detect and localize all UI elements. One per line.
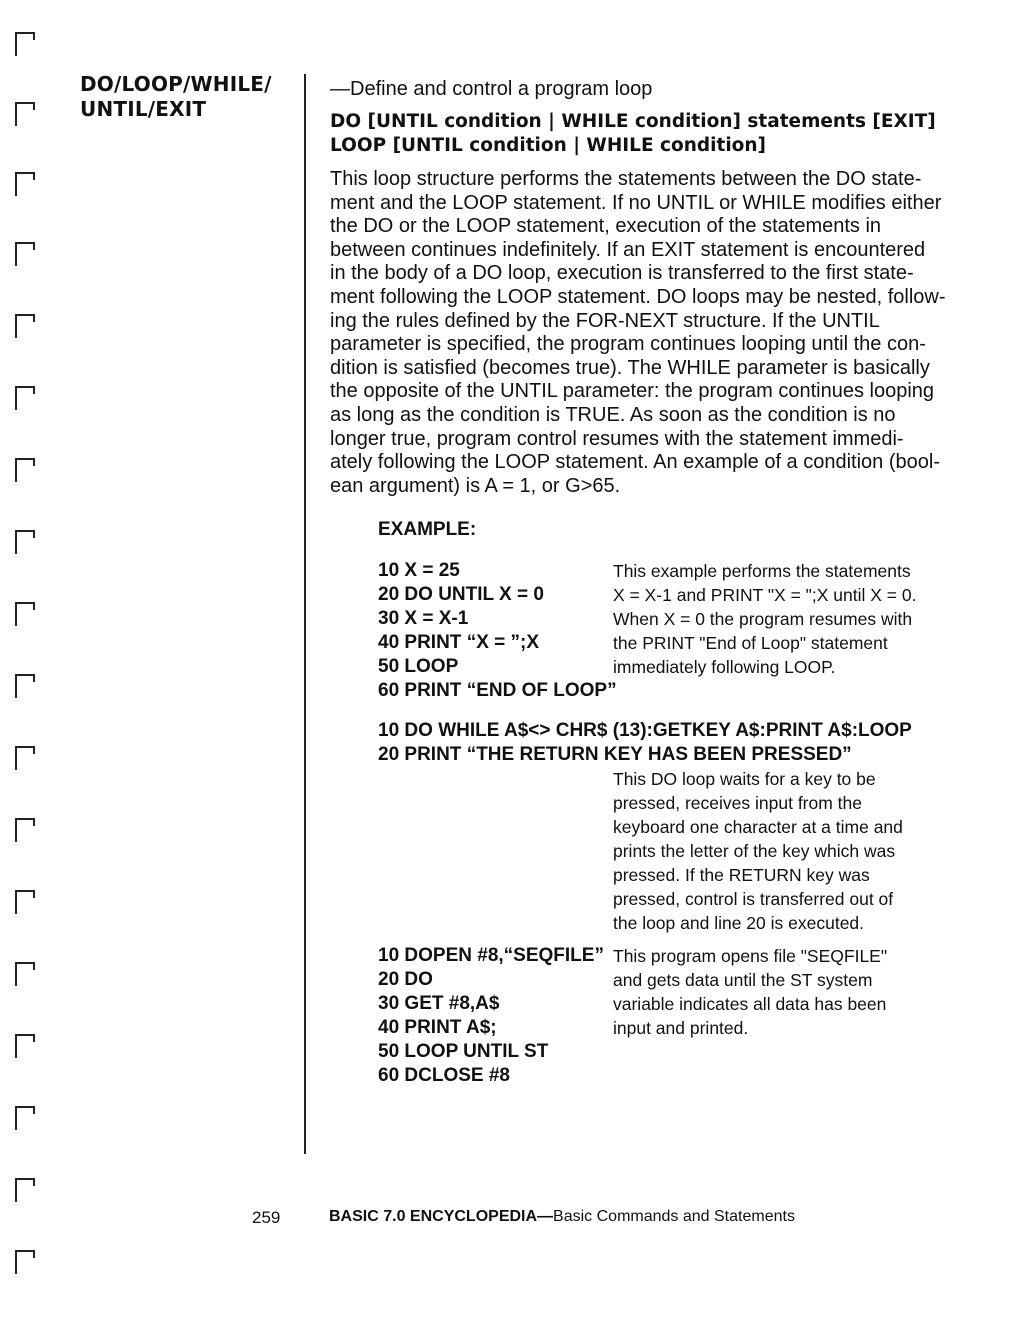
description-line: ean argument) is A = 1, or G>65. [330, 474, 621, 497]
note-line: and gets data until the ST system [613, 970, 873, 990]
binding-mark [14, 528, 36, 556]
code-line: 20 DO [378, 969, 433, 990]
code-line: 20 PRINT “THE RETURN KEY HAS BEEN PRESSED” [378, 744, 852, 765]
example-1 [378, 559, 978, 719]
binding-mark [14, 744, 36, 772]
code-line: 40 PRINT A$; [378, 1017, 497, 1038]
description-line: between continues indefinitely. If an EXIT statement is encountered [330, 238, 926, 261]
footer-title-bold: BASIC 7.0 ENCYCLOPEDIA— [329, 1208, 554, 1225]
description [330, 168, 980, 498]
description-line: the DO or the LOOP statement, execution of the statements in [330, 215, 882, 238]
note-line: This program opens file "SEQFILE" [613, 946, 888, 966]
code-line: 60 PRINT “END OF LOOP” [378, 680, 617, 701]
code-line: 50 LOOP UNTIL ST [378, 1041, 549, 1062]
code-line: 20 DO UNTIL X = 0 [378, 584, 544, 605]
footer-title-regular: Basic Commands and Statements [553, 1208, 795, 1225]
code-line: 10 DOPEN #8,“SEQFILE” [378, 945, 604, 966]
binding-mark [14, 100, 36, 128]
code-line: 40 PRINT “X = ”;X [378, 632, 540, 653]
code-line: 30 GET #8,A$ [378, 993, 500, 1014]
description-line: ment and the LOOP statement. If no UNTIL or WHILE modifies either [330, 191, 942, 214]
code-line: 30 X = X-1 [378, 608, 469, 629]
binding-mark [14, 1248, 36, 1276]
code-line: 60 DCLOSE #8 [378, 1065, 510, 1086]
syntax-format [330, 110, 980, 158]
binding-mark [14, 384, 36, 412]
code-line: 50 LOOP [378, 656, 459, 677]
main-content [330, 76, 980, 498]
topic-line-1: DO/LOOP/WHILE/ [80, 72, 272, 96]
vertical-divider [304, 74, 306, 1154]
binding-mark [14, 672, 36, 700]
description-line: longer true, program control resumes with the statement immedi- [330, 427, 904, 450]
example-3 [378, 944, 978, 1104]
topic-heading [80, 72, 290, 122]
example-2-note [613, 767, 903, 935]
note-line: X = X-1 and PRINT "X = ";X until X = 0. [613, 585, 917, 605]
subtitle: —Define and control a program loop [330, 78, 653, 100]
binding-mark [14, 30, 36, 58]
binding-mark [14, 960, 36, 988]
topic-line-2: UNTIL/EXIT [80, 97, 207, 121]
example-1-note [613, 559, 916, 679]
description-line: This loop structure performs the statements between the DO state- [330, 168, 922, 190]
description-line: ing the rules defined by the FOR-NEXT structure. If the UNTIL [330, 309, 880, 332]
example-3-note [613, 944, 887, 1040]
binding-mark [14, 1104, 36, 1132]
note-line: This example performs the statements [613, 561, 911, 581]
note-line: immediately following LOOP. [613, 657, 836, 677]
syntax-line-1: DO [UNTIL condition | WHILE condition] statements [EXIT] [330, 111, 936, 132]
example-3-code [378, 944, 604, 1088]
note-line: When X = 0 the program resumes with [613, 609, 913, 629]
binding-mark [14, 240, 36, 268]
note-line: the PRINT "End of Loop" statement [613, 633, 888, 653]
note-line: keyboard one character at a time and [613, 817, 903, 837]
note-line: input and printed. [613, 1018, 749, 1038]
description-line: as long as the condition is TRUE. As soon as the condition is no [330, 403, 896, 426]
binding-mark [14, 170, 36, 198]
binding-mark [14, 888, 36, 916]
binding-mark [14, 312, 36, 340]
binding-mark [14, 1032, 36, 1060]
description-line: dition is satisfied (becomes true). The WHILE parameter is basically [330, 356, 930, 379]
binding-mark [14, 1176, 36, 1204]
note-line: the loop and line 20 is executed. [613, 913, 865, 933]
binding-mark [14, 816, 36, 844]
binding-mark [14, 600, 36, 628]
page-number: 259 [252, 1208, 281, 1227]
running-footer-title [329, 1208, 795, 1226]
examples-section [378, 518, 978, 1104]
description-line: ately following the LOOP statement. An example of a condition (bool- [330, 451, 940, 474]
example-2 [378, 719, 978, 944]
binding-mark [14, 456, 36, 484]
description-line: ment following the LOOP statement. DO loops may be nested, follow- [330, 285, 946, 308]
code-line: 10 X = 25 [378, 560, 460, 581]
example-heading: EXAMPLE: [378, 519, 477, 540]
note-line: prints the letter of the key which was [613, 841, 896, 861]
note-line: pressed, control is transferred out of [613, 889, 894, 909]
example-1-code [378, 559, 617, 703]
description-line: the opposite of the UNTIL parameter: the program continues looping [330, 380, 935, 403]
code-line: 10 DO WHILE A$<> CHR$ (13):GETKEY A$:PRINT A$:LOOP [378, 720, 912, 741]
note-line: variable indicates all data has been [613, 994, 887, 1014]
description-line: in the body of a DO loop, execution is transferred to the first state- [330, 262, 914, 285]
description-line: parameter is specified, the program continues looping until the con- [330, 333, 926, 356]
note-line: pressed. If the RETURN key was [613, 865, 870, 885]
syntax-line-2: LOOP [UNTIL condition | WHILE condition] [330, 135, 766, 156]
note-line: This DO loop waits for a key to be [613, 769, 876, 789]
note-line: pressed, receives input from the [613, 793, 863, 813]
